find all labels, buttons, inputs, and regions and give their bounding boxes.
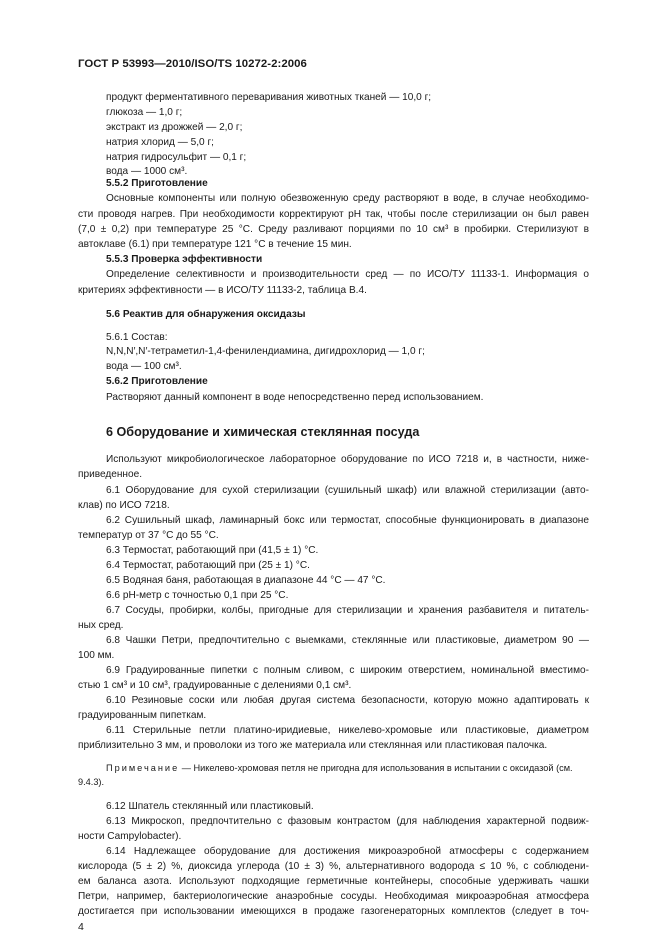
paragraph-line: критериях эффективности — в ИСО/ТУ 11133-2, таблица В.4. [78, 285, 367, 296]
subsection-heading: 5.5.3 Проверка эффективности [106, 254, 263, 265]
paragraph-line: Определение селективности и производительности сред — по ИСО/ТУ 11133-1. Информация о [106, 269, 589, 280]
paragraph-line: N,N,N′,N′-тетраметил-1,4-фенилендиамина, дигидрохлорид — 1,0 г; [106, 346, 425, 357]
paragraph-line: 6.11 Стерильные петли платино-иридиевые, никелево-хромовые или пластиковые, диаметром [106, 725, 589, 736]
note-label: Примечание [106, 763, 180, 773]
paragraph-line: приблизительно 3 мм, и проволоки из того же материала или стеклянная или пластиковая палочка. [78, 740, 548, 751]
paragraph-line: 6.4 Термостат, работающий при (25 ± 1) °С. [106, 560, 310, 571]
paragraph-line: сти проводя нагрев. При необходимости корректируют pH так, чтобы после стерилизации он был равен [78, 209, 589, 220]
paragraph-line: температур от 37 °С до 55 °С. [78, 530, 219, 541]
paragraph-line: 6.12 Шпатель стеклянный или пластиковый. [106, 801, 314, 812]
paragraph-line: кислорода (5 ± 2) %, диоксида углерода (10 ± 3) %, альтернативного водорода ≤ 10 %, с соблюдени- [78, 861, 589, 872]
paragraph-line: приведенное. [78, 469, 143, 480]
list-item: глюкоза — 1,0 г; [106, 107, 183, 118]
page-number: 4 [78, 921, 84, 933]
paragraph-line: Основные компоненты или полную обезвоженную среду растворяют в воде, в случае необходимо- [106, 193, 589, 204]
paragraph-line: достигается при использовании имеющихся в продаже газогенераторных комплектов (следует в точ- [78, 906, 589, 917]
paragraph-line: 6.5 Водяная баня, работающая в диапазоне 44 °С — 47 °С. [106, 575, 386, 586]
paragraph-line: 6.13 Микроскоп, предпочтительно с фазовым контрастом (для наблюдения характерной подвиж- [106, 816, 589, 827]
paragraph-line: ем баланса азота. Используют подходящие герметичные контейнеры, способные удерживать чашки [78, 876, 589, 887]
paragraph-line: 100 мм. [78, 650, 115, 661]
paragraph-line: 6.10 Резиновые соски или любая другая система безопасности, которую можно адаптировать к [106, 695, 589, 706]
paragraph-line: градуированным пипеткам. [78, 710, 207, 721]
paragraph-line: 6.2 Сушильный шкаф, ламинарный бокс или термостат, способные функционировать в диапазоне [106, 515, 589, 526]
paragraph-line: Петри, например, бактериологические анаэробные сосуды. Необходимая микроаэробная атмосфера [78, 891, 589, 902]
paragraph-line: вода — 100 см³. [106, 361, 182, 372]
note-line: 9.4.3). [78, 777, 105, 787]
list-item: вода — 1000 см³. [106, 166, 188, 177]
paragraph-line: ных сред. [78, 620, 124, 631]
subsection-heading: 5.6.2 Приготовление [106, 376, 208, 387]
paragraph-line: 6.8 Чашки Петри, предпочтительно с выемками, стеклянные или пластиковые, диаметром 90 — [106, 635, 589, 646]
list-item: продукт ферментативного переваривания животных тканей — 10,0 г; [106, 92, 432, 103]
note-text: — Никелево-хромовая петля не пригодна для использования в испытании с оксидазой (см. [179, 763, 573, 773]
list-item: натрия хлорид — 5,0 г; [106, 137, 214, 148]
paragraph-line: 6.1 Оборудование для сухой стерилизации (сушильный шкаф) или влажной стерилизации (авто- [106, 485, 589, 496]
subsection-heading: 5.5.2 Приготовление [106, 178, 208, 189]
paragraph-line: стью 1 см³ и 10 см³, градуированные с делениями 0,1 см³. [78, 680, 352, 691]
note-line [106, 762, 589, 775]
paragraph-line: клав) по ИСО 7218. [78, 500, 170, 511]
paragraph-line: (7,0 ± 0,2) при температуре 25 °С. Среду разливают порциями по 10 см³ в пробирки. Стерилизуют в [78, 224, 589, 235]
paragraph-line: автоклаве (6.1) при температуре 121 °С в течение 15 мин. [78, 239, 352, 250]
subsection-heading: 5.6 Реактив для обнаружения оксидазы [106, 309, 306, 320]
document-header: ГОСТ Р 53993—2010/ISO/TS 10272-2:2006 [78, 58, 307, 70]
paragraph-line: 6.3 Термостат, работающий при (41,5 ± 1) °С. [106, 545, 319, 556]
section-heading: 6 Оборудование и химическая стеклянная посуда [106, 425, 420, 439]
clause-heading: 5.6.1 Состав: [106, 332, 168, 343]
paragraph-line: 6.9 Градуированные пипетки с полным сливом, с широким отверстием, номинальной вместимо- [106, 665, 589, 676]
paragraph-line: 6.7 Сосуды, пробирки, колбы, пригодные для стерилизации и хранения разбавителя и питатель- [106, 605, 589, 616]
paragraph-line: Используют микробиологическое лабораторное оборудование по ИСО 7218 и, в частности, ниже- [106, 454, 589, 465]
paragraph-line: 6.6 pH-метр с точностью 0,1 при 25 °С. [106, 590, 289, 601]
paragraph-line: 6.14 Надлежащее оборудование для достижения микроаэробной атмосферы с содержанием [106, 846, 589, 857]
paragraph-line: Растворяют данный компонент в воде непосредственно перед использованием. [106, 392, 484, 403]
list-item: натрия гидросульфит — 0,1 г; [106, 152, 247, 163]
list-item: экстракт из дрожжей — 2,0 г; [106, 122, 243, 133]
paragraph-line: ности Campylobacter). [78, 831, 182, 842]
